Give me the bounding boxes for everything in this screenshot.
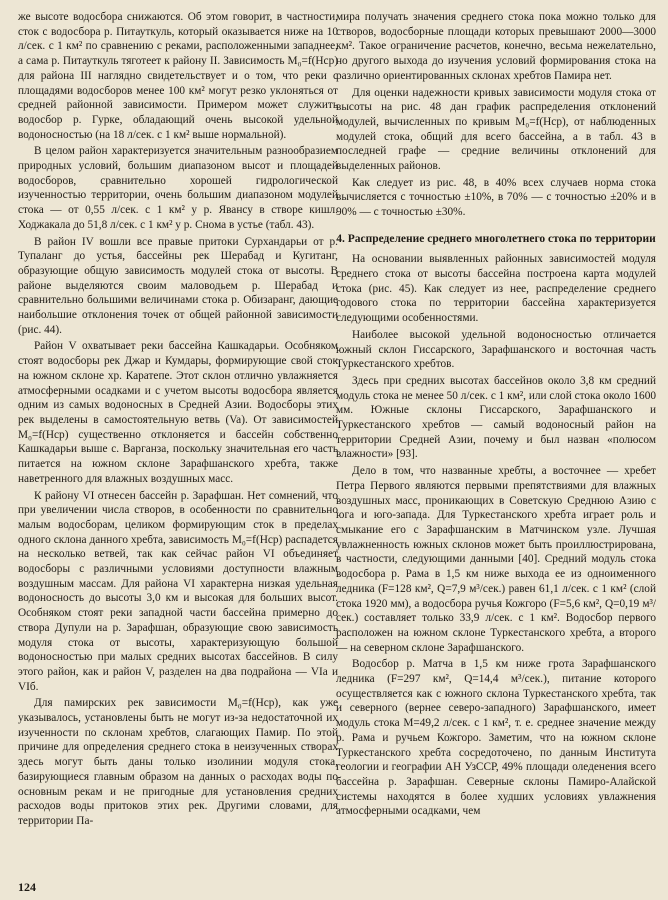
right-column bbox=[336, 10, 656, 821]
paragraph: Здесь при средних высотах бассейнов около 3,8 км средний модуль стока не менее 50 л/сек. с 1 км², или слой стока около 1600 мм. Южные склоны Гиссарского, Зарафшанского и Туркестанского хребтов — самый водоносный район на территории Средней Азии, почему и был назван «полюсом влажности» [93]. bbox=[336, 374, 656, 461]
paragraph: Для памирских рек зависимости M₀=f(Hср), как уже указывалось, установлены быть не могут из-за недостаточной их изученности по склонам хребтов, слагающих Памир. По этой причине для определения среднего стока в неизученных створах здесь могут быть даны только изолинии модуля стока, базирующиеся главным образом на данных о расходах воды по основным рекам и не пригодные для установления средних расходов воды притоков этих рек. Другими словами, для территории Па- bbox=[18, 697, 338, 827]
paragraph: Дело в том, что названные хребты, а восточнее — хребет Петра Первого являются первыми препятствиями для влажных воздушных масс, проникающих в Советскую Среднюю Азию с юга и юго-запада. Для Туркестанского хребта играет роль и смыкание его с Зарафшанским в Матчинском узле. Лучшая увлажненность южных склонов может быть проиллюстрирована, в частности, следующими данными [40]. Средний модуль стока водосбора р. Рама в 1,5 км ниже выхода ее из одноименного ледника (F=128 км², Q=7,9 м³/сек.) равен 61,1 л/сек. с 1 км² (слой стока 1920 мм), а водосбора ручья Кожгоро (F=5,6 км², Q=0,19 м³/сек.) составляет только 33,9 л/сек. с 1 км². Водосбор первого расположен на южном склоне Туркестанского хребта, а второго — на северном склоне Зарафшанского. bbox=[336, 465, 656, 654]
paragraph: Район V охватывает реки бассейна Кашкадарьи. Особняком стоят водосборы рек Джар и Кумдары, формирующие свой сток на южном склоне хр. Каратепе. Этот склон отлично увлажняется атмосферными осадками и с учетом высоты водосбора является одним из самых водоносных в Средней Азии. Водосборы этих рек выделены в самостоятельную ветвь (Va). От зависимостей M₀=f(Hср) существенно отклоняется и бассейн собственно Кашкадарьи выше с. Варганза, поскольку значительная его часть питается на южном склоне Зарафшанского хребта, также наветренного для влажных воздушных масс. bbox=[18, 340, 338, 485]
paragraph: В район IV вошли все правые притоки Сурхандарьи от р. Тупаланг до устья, бассейны рек Шерабад и Кугитанг, образующие общую зависимость модулей стока от высоты. В районе выделяются своим маловодьем р. Шерабад и сравнительно большими величинами стока р. Обизаранг, дающие наибольшие отклонения точек от общей районной зависимости (рис. 44). bbox=[18, 235, 338, 336]
page-number: 124 bbox=[18, 880, 36, 894]
paragraph: Наиболее высокой удельной водоносностью отличается южный склон Гиссарского, Зарафшанского и восточная часть Туркестанского хребтов. bbox=[336, 328, 656, 371]
paragraph: мира получать значения среднего стока пока можно только для створов, водосборные площади которых превышают 2000—3000 км². Такое ограничение расчетов, конечно, весьма нежелательно, но другого выхода до изучения условий формирования стока на различно ориентированных склонах хребтов Памира нет. bbox=[336, 11, 656, 82]
paragraph: Для оценки надежности кривых зависимости модуля стока от высоты на рис. 48 дан график распределения отклонений модулей, вычисленных по кривым M₀=f(Hср), от наблюденных модулей стока, общий для всего бассейна, а в табл. 43 в последней графе — средние величины отклонений для выделенных районов. bbox=[336, 86, 656, 173]
paragraph: Водосбор р. Матча в 1,5 км ниже грота Зарафшанского ледника (F=297 км², Q=14,4 м³/сек.), питание которого осуществляется как с южного склона Туркестанского хребта, так и северного (вернее северо-западного) Зарафшанского, имеет модуль стока M=49,2 л/сек. с 1 км², т. е. среднее значение между р. Рама и ручьем Кожгоро. Заметим, что на южном склоне Туркестанского хребта сосредоточено, по данным Института геологии и географии АН УзССР, 49% площади оледенения всего бассейна р. Зарафшан. Северные склоны Памиро-Алайской системы находятся в более худших условиях увлажнения атмосферными осадками, чем bbox=[336, 658, 656, 818]
section-heading: 4. Распределение среднего многолетнего стока по территории bbox=[336, 232, 656, 245]
paragraph: Как следует из рис. 48, в 40% всех случаев норма стока вычисляется с точностью ±10%, в 70% — с точностью ±20% и в 90% — с точностью ±30%. bbox=[336, 176, 656, 219]
paragraph: В целом район характеризуется значительным разнообразием природных условий, большим диапазоном высот и площадей водосборов, сравнительно хорошей гидрологической изученностью территории, очень большим диапазоном модулей стока — от 0,55 л/сек. с 1 км² у р. Явансу в створе кишл. Ходжакала до 51,8 л/сек. с 1 км² у р. Снома в устье (табл. 43). bbox=[18, 145, 338, 231]
left-column bbox=[18, 10, 338, 831]
paragraph: К району VI отнесен бассейн р. Зарафшан. Нет сомнений, что при увеличении числа створов, в особенности по сравнительно малым водосборам, целиком формирующим сток в пределах одного склона данного хребта, зависимость M₀=f(Hср) распадется на несколько ветвей, так как сейчас район VI объединяет водосборы с различными условиями доступности влажным воздушным массам. Для района VI характерна низкая удельная водоносность до высоты 3,0 км и высокая для больших высот. Особняком стоят реки западной части бассейна примерно до створа Дупули на р. Зарафшан, образующие свою зависимость модуля стока от высоты, характеризующую большой водоносностью при малых средних высотах бассейнов. В силу этого район, как и район V, разделен на два подрайона — VIа и VIб. bbox=[18, 489, 338, 693]
paragraph: На основании выявленных районных зависимостей модуля среднего стока от высоты бассейна построена карта модулей стока (рис. 45). Как следует из нее, распределение среднего годового стока по территории бассейна характеризуется следующими особенностями. bbox=[336, 253, 656, 325]
paragraph: же высоте водосбора снижаются. Об этом говорит, в частности, сток с водосбора р. Питауткуль, который оказывается ниже на 10 л/сек. с 1 км² по сравнению с реками, расположенными западнее, а сама р. Питауткуль тяготеет к району II. Зависимость M₀=f(Hср) для района III наглядно свидетельствует и о том, что реки с площадями водосборов менее 100 км² могут резко уклоняться от средней районной зависимости. Примером может служить водосбор р. Гурке, обладающий очень высокой удельной водоносностью (на 18 л/сек. с 1 км² выше нормальной). bbox=[18, 11, 338, 141]
